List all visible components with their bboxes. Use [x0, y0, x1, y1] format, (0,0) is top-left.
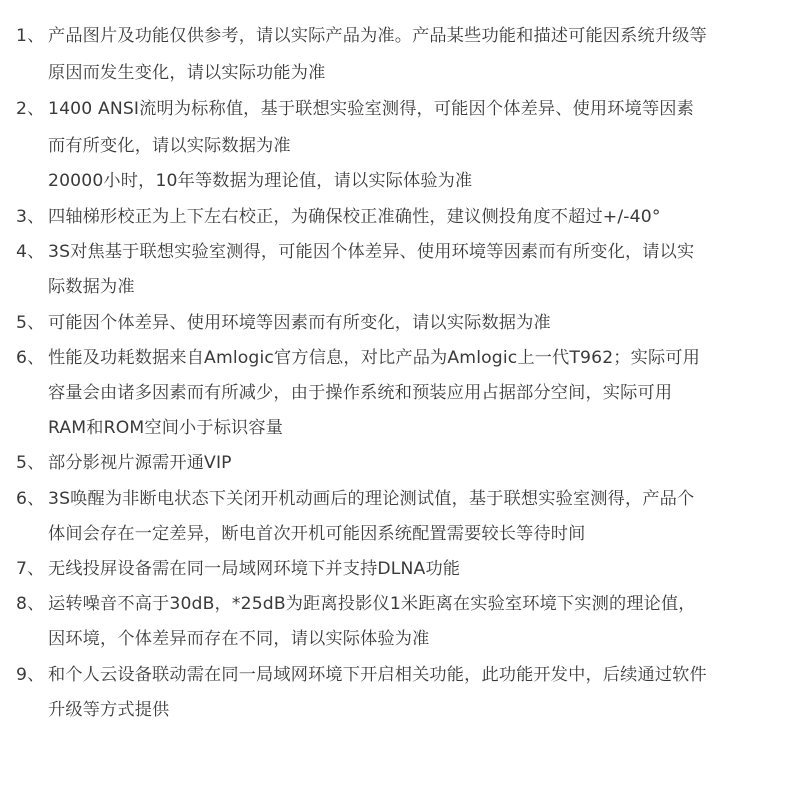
- note-9-line-1: 无线投屏设备需在同一局域网环境下并支持DLNA功能: [48, 559, 461, 579]
- note-3-number: 3、: [16, 207, 45, 227]
- note-1-line-2: 原因而发生变化，请以实际功能为准: [48, 63, 326, 83]
- note-6-number: 6、: [16, 348, 45, 368]
- note-4-line-1: 3S对焦基于联想实验室测得，可能因个体差异、使用环境等因素而有所变化，请以实: [48, 242, 695, 262]
- note-10-number: 8、: [16, 594, 45, 614]
- note-5-number: 5、: [16, 313, 45, 333]
- note-2-line-2: 而有所变化，请以实际数据为准: [48, 136, 291, 156]
- note-11-line-1: 和个人云设备联动需在同一局域网环境下开启相关功能，此功能开发中，后续通过软件: [48, 665, 707, 685]
- note-9-number: 7、: [16, 559, 45, 579]
- note-2-line-1: 1400 ANSI流明为标称值，基于联想实验室测得，可能因个体差异、使用环境等因素: [48, 99, 694, 119]
- note-10-line-1: 运转噪音不高于30dB，*25dB为距离投影仪1米距离在实验室环境下实测的理论值，: [48, 594, 696, 614]
- note-5-line-1: 可能因个体差异、使用环境等因素而有所变化，请以实际数据为准: [48, 313, 551, 333]
- note-11-number: 9、: [16, 665, 45, 685]
- note-2-line-3: 20000小时，10年等数据为理论值，请以实际体验为准: [48, 171, 473, 191]
- note-10-line-2: 因环境，个体差异而存在不同，请以实际体验为准: [48, 629, 430, 649]
- note-11-line-2: 升级等方式提供: [48, 700, 170, 720]
- note-4-line-2: 际数据为准: [48, 277, 135, 297]
- note-4-number: 4、: [16, 242, 45, 262]
- note-1-number: 1、: [16, 26, 45, 46]
- note-6-line-3: RAM和ROM空间小于标识容量: [48, 418, 284, 438]
- note-3-line-1: 四轴梯形校正为上下左右校正，为确保校正准确性，建议侧投角度不超过+/-40°: [48, 207, 661, 227]
- note-7-number: 5、: [16, 453, 45, 473]
- note-6-line-2: 容量会由诸多因素而有所减少，由于操作系统和预装应用占据部分空间，实际可用: [48, 383, 673, 403]
- note-6-line-1: 性能及功耗数据来自Amlogic官方信息，对比产品为Amlogic上一代T962；实际可用: [48, 348, 700, 368]
- note-8-number: 6、: [16, 489, 45, 509]
- note-7-line-1: 部分影视片源需开通VIP: [48, 453, 232, 473]
- note-1-line-1: 产品图片及功能仅供参考，请以实际产品为准。产品某些功能和描述可能因系统升级等: [48, 26, 707, 46]
- note-8-line-2: 体间会存在一定差异，断电首次开机可能因系统配置需要较长等待时间: [48, 524, 586, 544]
- note-2-number: 2、: [16, 99, 45, 119]
- note-8-line-1: 3S唤醒为非断电状态下关闭开机动画后的理论测试值，基于联想实验室测得，产品个: [48, 489, 695, 509]
